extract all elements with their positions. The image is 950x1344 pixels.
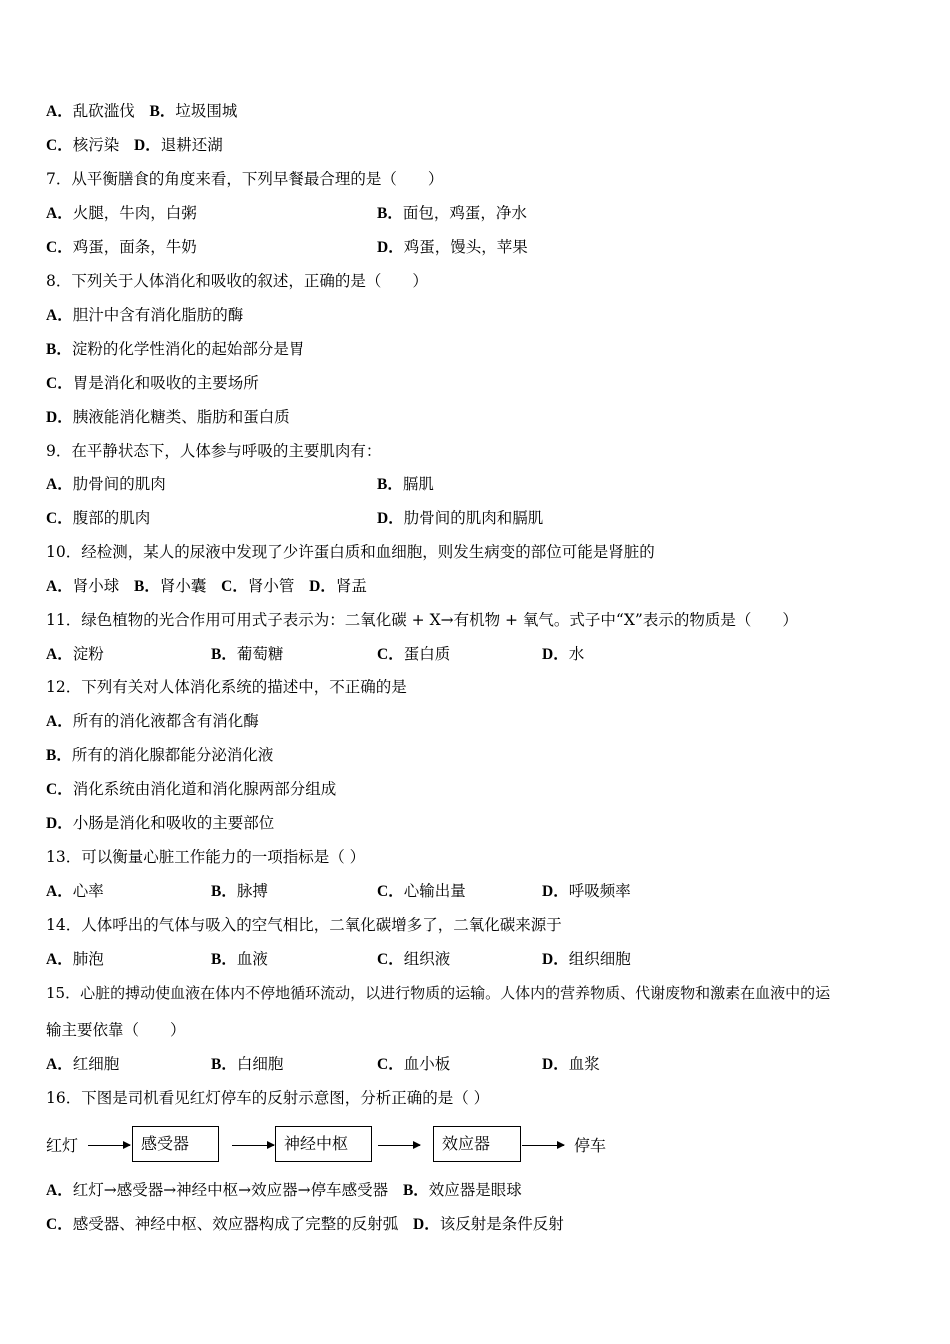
option-text: 葡萄糖 bbox=[236, 645, 284, 663]
option-key: B． bbox=[211, 883, 237, 900]
diagram-start-label: 红灯 bbox=[46, 1136, 79, 1155]
option-key: B． bbox=[46, 747, 72, 764]
q8-option-c bbox=[46, 373, 259, 394]
option-text: 核污染 bbox=[72, 136, 120, 154]
option-key: C． bbox=[377, 646, 404, 663]
option-text: 胰液能消化糖类、脂肪和蛋白质 bbox=[72, 408, 290, 426]
option-text: 消化系统由消化道和消化腺两部分组成 bbox=[72, 780, 337, 798]
option-text: 所有的消化液都含有消化酶 bbox=[72, 712, 259, 730]
q15-stem-line-1: 15．心脏的搏动使血液在体内不停地循环流动，以进行物质的运输。人体内的营养物质、代谢废物和激素在血液中的运 bbox=[46, 984, 831, 1002]
option-text: 感受器、神经中枢、效应器构成了完整的反射弧 bbox=[72, 1215, 399, 1233]
option-key: C． bbox=[221, 578, 248, 595]
option-key: D． bbox=[413, 1216, 440, 1233]
q9-stem: 9．在平静状态下，人体参与呼吸的主要肌肉有： bbox=[46, 442, 382, 460]
option-key: D． bbox=[377, 239, 404, 256]
option-key: A． bbox=[46, 713, 73, 730]
option-text: 腹部的肌肉 bbox=[72, 509, 151, 527]
option-key: A． bbox=[46, 1056, 73, 1073]
option-text: 呼吸频率 bbox=[568, 882, 631, 900]
option-key: C． bbox=[377, 951, 404, 968]
option-key: D． bbox=[542, 883, 569, 900]
option-key: A． bbox=[46, 578, 73, 595]
diagram-box-receptor: 感受器 bbox=[132, 1126, 219, 1162]
option-key: C． bbox=[46, 239, 73, 256]
option-text: 白细胞 bbox=[236, 1055, 284, 1073]
option-key: A． bbox=[46, 646, 73, 663]
arrow-right-icon bbox=[232, 1145, 274, 1146]
option-key: B． bbox=[46, 341, 72, 358]
option-key: B． bbox=[134, 578, 160, 595]
option-key: A． bbox=[46, 307, 73, 324]
q13-stem: 13．可以衡量心脏工作能力的一项指标是（ ） bbox=[46, 848, 366, 866]
option-text: 肋骨间的肌肉和膈肌 bbox=[403, 509, 544, 527]
q8-option-d bbox=[46, 407, 290, 428]
option-key: A． bbox=[46, 103, 73, 120]
option-key: D． bbox=[134, 137, 161, 154]
option-text: 胆汁中含有消化脂肪的酶 bbox=[72, 306, 244, 324]
q8-stem: 8．下列关于人体消化和吸收的叙述，正确的是（ ） bbox=[46, 272, 428, 290]
option-text: 血小板 bbox=[403, 1055, 451, 1073]
option-key: D． bbox=[542, 646, 569, 663]
option-key: A． bbox=[46, 1182, 73, 1199]
q16-stem: 16．下图是司机看见红灯停车的反射示意图，分析正确的是（ ） bbox=[46, 1089, 490, 1107]
option-key: C． bbox=[46, 1216, 73, 1233]
option-text: 红灯→感受器→神经中枢→效应器→停车感受器 bbox=[72, 1181, 389, 1199]
reflex-diagram bbox=[46, 1124, 626, 1168]
option-text: 蛋白质 bbox=[403, 645, 451, 663]
option-key: B． bbox=[377, 476, 403, 493]
option-text: 鸡蛋，面条，牛奶 bbox=[72, 238, 197, 256]
option-text: 垃圾围城 bbox=[175, 102, 238, 120]
option-text: 水 bbox=[568, 645, 585, 663]
option-text: 所有的消化腺都能分泌消化液 bbox=[71, 746, 274, 764]
q15-stem-line-2: 输主要依靠（ ） bbox=[46, 1021, 186, 1039]
option-key: C． bbox=[46, 510, 73, 527]
q7-stem: 7．从平衡膳食的角度来看，下列早餐最合理的是（ ） bbox=[46, 170, 444, 188]
option-text: 面包，鸡蛋，净水 bbox=[402, 204, 527, 222]
diagram-end-label: 停车 bbox=[574, 1136, 607, 1155]
option-key: B． bbox=[211, 646, 237, 663]
q12-option-c bbox=[46, 779, 336, 800]
option-key: D． bbox=[309, 578, 336, 595]
option-text: 火腿，牛肉，白粥 bbox=[72, 204, 197, 222]
option-text: 肺泡 bbox=[72, 950, 104, 968]
option-key: A． bbox=[46, 883, 73, 900]
option-key: B． bbox=[211, 1056, 237, 1073]
q12-option-b bbox=[46, 745, 273, 766]
option-text: 该反射是条件反射 bbox=[439, 1215, 564, 1233]
option-key: B． bbox=[211, 951, 237, 968]
option-text: 脉搏 bbox=[236, 882, 268, 900]
diagram-box-effector: 效应器 bbox=[433, 1126, 521, 1162]
option-key: A． bbox=[46, 476, 73, 493]
q11-stem: 11．绿色植物的光合作用可用式子表示为：二氧化碳 + X→有机物 + 氧气。式子中“X”表示的物质是（ ） bbox=[46, 611, 798, 629]
option-text: 淀粉 bbox=[72, 645, 104, 663]
option-key: D． bbox=[542, 951, 569, 968]
q10-options bbox=[46, 576, 367, 597]
q12-option-d bbox=[46, 813, 274, 834]
q8-option-a bbox=[46, 305, 243, 326]
option-text: 肾小囊 bbox=[159, 577, 207, 595]
option-text: 鸡蛋，馒头，苹果 bbox=[403, 238, 528, 256]
q16-options-row-2 bbox=[46, 1214, 564, 1235]
option-text: 组织液 bbox=[403, 950, 451, 968]
option-text: 胃是消化和吸收的主要场所 bbox=[72, 374, 259, 392]
option-text: 膈肌 bbox=[402, 475, 434, 493]
diagram-box-nerve-center: 神经中枢 bbox=[275, 1126, 372, 1162]
option-text: 血液 bbox=[236, 950, 268, 968]
q8-option-b bbox=[46, 339, 304, 360]
option-text: 肾小管 bbox=[247, 577, 295, 595]
option-key: D． bbox=[46, 815, 73, 832]
option-text: 红细胞 bbox=[72, 1055, 120, 1073]
option-key: A． bbox=[46, 205, 73, 222]
option-key: B． bbox=[149, 103, 176, 120]
option-key: C． bbox=[46, 137, 73, 154]
option-text: 组织细胞 bbox=[568, 950, 631, 968]
option-key: D． bbox=[542, 1056, 569, 1073]
arrow-right-icon bbox=[378, 1145, 420, 1146]
option-key: C． bbox=[377, 1056, 404, 1073]
option-text: 退耕还湖 bbox=[160, 136, 223, 154]
option-text: 肾小球 bbox=[72, 577, 120, 595]
option-key: C． bbox=[46, 375, 73, 392]
option-key: A． bbox=[46, 951, 73, 968]
option-text: 乱砍滥伐 bbox=[72, 102, 135, 120]
option-key: B． bbox=[402, 1182, 429, 1199]
option-text: 效应器是眼球 bbox=[428, 1181, 522, 1199]
option-text: 肋骨间的肌肉 bbox=[72, 475, 166, 493]
option-text: 淀粉的化学性消化的起始部分是胃 bbox=[71, 340, 305, 358]
q6-options-row-1 bbox=[46, 101, 237, 122]
q16-options-row-1 bbox=[46, 1180, 522, 1201]
option-key: C． bbox=[46, 781, 73, 798]
option-key: D． bbox=[46, 409, 73, 426]
option-key: D． bbox=[377, 510, 404, 527]
option-key: C． bbox=[377, 883, 404, 900]
option-text: 小肠是消化和吸收的主要部位 bbox=[72, 814, 275, 832]
q12-stem: 12．下列有关对人体消化系统的描述中，不正确的是 bbox=[46, 678, 407, 696]
option-text: 心输出量 bbox=[403, 882, 466, 900]
q6-options-row-2 bbox=[46, 135, 223, 156]
q14-stem: 14．人体呼出的气体与吸入的空气相比，二氧化碳增多了，二氧化碳来源于 bbox=[46, 916, 562, 934]
arrow-right-icon bbox=[522, 1145, 564, 1146]
option-text: 心率 bbox=[72, 882, 104, 900]
arrow-right-icon bbox=[88, 1145, 130, 1146]
q10-stem: 10．经检测，某人的尿液中发现了少许蛋白质和血细胞，则发生病变的部位可能是肾脏的 bbox=[46, 543, 655, 561]
option-key: B． bbox=[377, 205, 403, 222]
option-text: 肾盂 bbox=[335, 577, 367, 595]
option-text: 血浆 bbox=[568, 1055, 600, 1073]
q12-option-a bbox=[46, 711, 259, 732]
